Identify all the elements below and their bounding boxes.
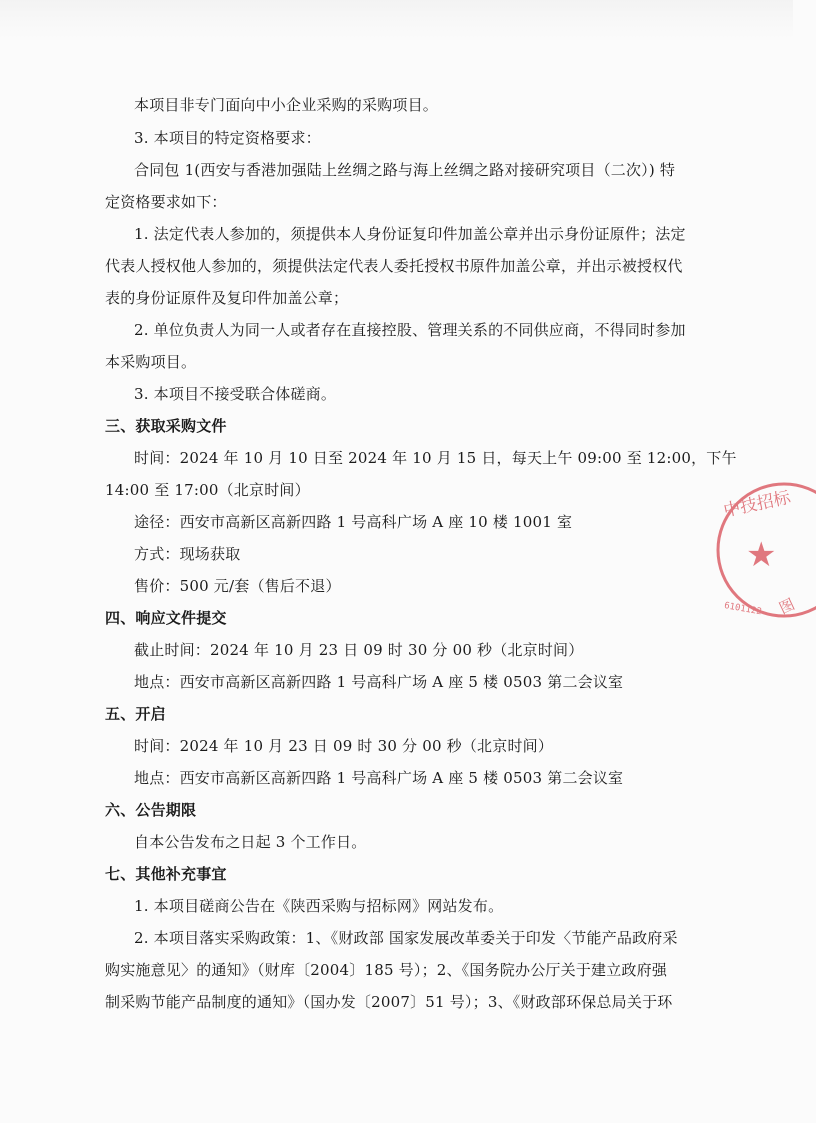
scan-edge [0, 0, 793, 38]
section-heading: 四、响应文件提交 [105, 609, 227, 627]
text-line: 购实施意见〉的通知》（财库〔2004〕185 号）；2、《国务院办公厅关于建立政府强 [105, 961, 668, 979]
text-line: 时间：2024 年 10 月 23 日 09 时 30 分 00 秒（北京时间） [134, 737, 554, 755]
text-line: 2. 本项目落实采购政策：1、《财政部 国家发展改革委关于印发〈节能产品政府采 [134, 929, 678, 947]
seal-side-text: 图 [776, 595, 798, 618]
text-line: 制采购节能产品制度的通知》（国办发〔2007〕51 号）；3、《财政部环保总局关于环 [105, 993, 673, 1011]
text-line: 定资格要求如下： [105, 193, 227, 211]
text-line: 时间：2024 年 10 月 10 日至 2024 年 10 月 15 日，每天上午 09:00 至 12:00，下午 [134, 449, 737, 467]
text-line: 14:00 至 17:00（北京时间） [105, 481, 310, 499]
text-line: 售价：500 元/套（售后不退） [134, 577, 341, 595]
section-heading: 七、其他补充事宜 [105, 865, 227, 883]
seal-number-text: 6101122 [723, 600, 763, 618]
text-line: 表的身份证原件及复印件加盖公章； [105, 289, 349, 307]
text-line: 3. 本项目的特定资格要求： [134, 129, 321, 147]
text-line: 地点：西安市高新区高新四路 1 号高科广场 A 座 5 楼 0503 第二会议室 [134, 769, 624, 787]
text-line: 地点：西安市高新区高新四路 1 号高科广场 A 座 5 楼 0503 第二会议室 [134, 673, 624, 691]
text-line: 2. 单位负责人为同一人或者存在直接控股、管理关系的不同供应商，不得同时参加 [134, 321, 686, 339]
text-line: 本项目非专门面向中小企业采购的采购项目。 [134, 96, 439, 114]
section-heading: 五、开启 [105, 705, 166, 723]
section-heading: 六、公告期限 [105, 801, 197, 819]
text-line: 1. 本项目磋商公告在《陕西采购与招标网》网站发布。 [134, 897, 504, 915]
text-line: 自本公告发布之日起 3 个工作日。 [134, 833, 367, 851]
official-seal-stamp [706, 470, 816, 630]
text-line: 1. 法定代表人参加的，须提供本人身份证复印件加盖公章并出示身份证原件；法定 [134, 225, 686, 243]
text-line: 截止时间：2024 年 10 月 23 日 09 时 30 分 00 秒（北京时间） [134, 641, 584, 659]
section-heading: 三、获取采购文件 [105, 417, 227, 435]
text-line: 合同包 1(西安与香港加强陆上丝绸之路与海上丝绸之路对接研究项目（二次）) 特 [134, 161, 676, 179]
text-line: 方式：现场获取 [134, 545, 241, 563]
text-line: 途径：西安市高新区高新四路 1 号高科广场 A 座 10 楼 1001 室 [134, 513, 573, 531]
text-line: 本采购项目。 [105, 353, 197, 371]
star-icon: ★ [746, 535, 777, 575]
text-line: 代表人授权他人参加的，须提供法定代表人委托授权书原件加盖公章，并出示被授权代 [105, 257, 683, 275]
text-line: 3. 本项目不接受联合体磋商。 [134, 385, 337, 403]
seal-top-text: 中技招标 [721, 487, 793, 522]
